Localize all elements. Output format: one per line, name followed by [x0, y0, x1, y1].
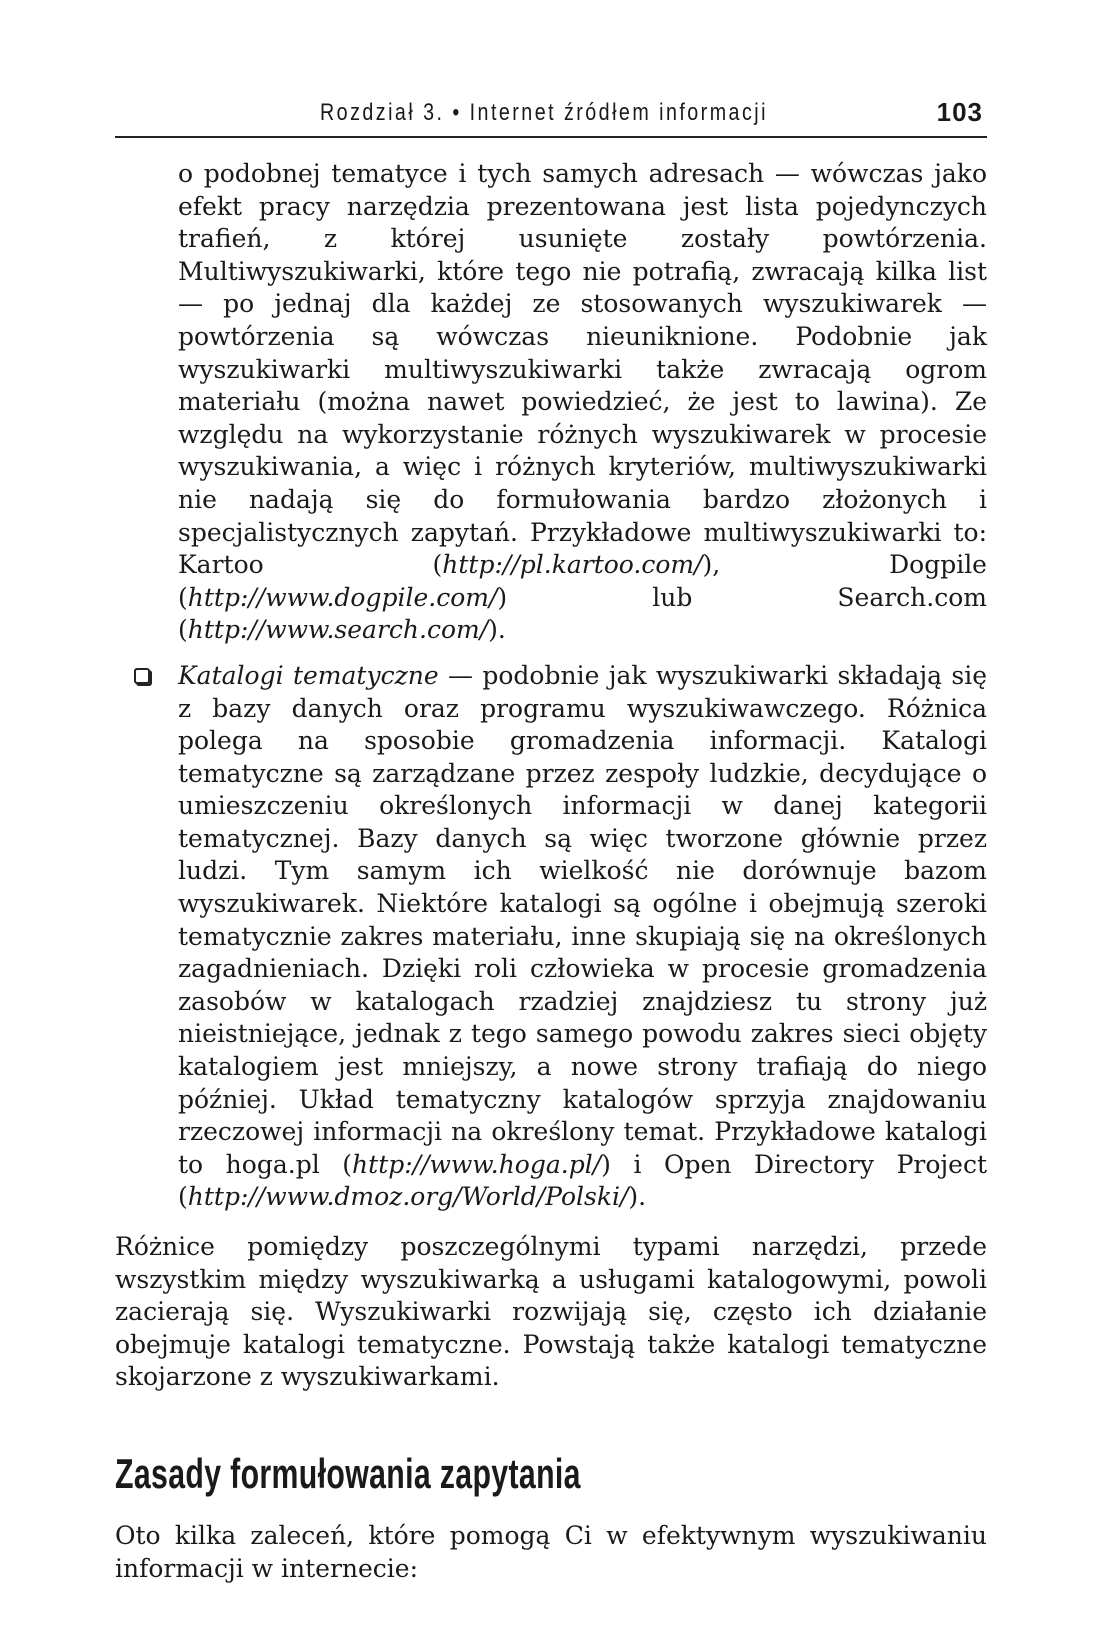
text-span: ).	[488, 615, 506, 645]
body-text	[115, 158, 987, 1585]
page-number: 103	[936, 97, 983, 127]
text-span: ).	[628, 1182, 647, 1212]
text-span: ) lub Search.com (	[178, 582, 987, 645]
link-hoga[interactable]: http://www.hoga.pl/	[352, 1149, 602, 1179]
running-title: Rozdział 3. • Internet źródłem informacji	[320, 99, 768, 126]
link-search-com[interactable]: http://www.search.com/	[187, 615, 489, 645]
paragraph-differences: Różnice pomiędzy poszczególnymi typami narzędzi, przede wszystkim między wyszukiwarką a usługami katalogowymi, powoli zacierają się. Wyszukiwarki rozwijają się, często ich działanie obejmuje katalogi tematyczne. Powstają także katalogi tematyczne skojarzone z wyszukiwarkami.	[115, 1232, 987, 1392]
text-span: — podobnie jak wyszukiwarki składają się z bazy danych oraz programu wyszukiwawczego. Różnica polega na sposobie gromadzenia informacji. Katalogi tematyczne są zarządzane przez zespoły ludzkie, decydujące o umieszczeniu określonych informacji w danej kategorii tematycznej. Bazy danych są więc tworzone głównie przez ludzi. Tym samym ich wielkość nie dorównuje bazom wyszukiwarek. Niektóre katalogi są ogólne i obejmują szeroki tematycznie zakres materiału, inne skupiają się na określonych zagadnieniach. Dzięki roli człowieka w procesie gromadzenia zasobów w katalogach rzadziej znajdziesz tu strony już nieistniejące, jednak z tego samego powodu zakres sieci objęty katalogiem jest mniejszy, a nowe strony trafiają do niego później. Układ tematyczny katalogów sprzyja znajdowaniu rzeczowej informacji na określony temat. Przykładowe katalogi to hoga.pl (	[178, 660, 987, 1179]
checkbox-bullet-icon	[134, 668, 150, 684]
text-span: ), Dogpile (	[178, 550, 987, 612]
link-dogpile[interactable]: http://www.dogpile.com/	[187, 582, 498, 612]
term-catalogs: Katalogi tematyczne	[178, 660, 439, 690]
running-header	[115, 96, 987, 138]
link-dmoz[interactable]: http://www.dmoz.org/World/Polski/	[187, 1182, 629, 1212]
link-kartoo[interactable]: http://pl.kartoo.com/	[442, 550, 703, 580]
paragraph-intro: Oto kilka zaleceń, które pomogą Ci w efektywnym wyszukiwaniu informacji w internecie:	[115, 1520, 987, 1583]
paragraph-catalogs	[178, 660, 987, 1214]
list-item-catalogs	[178, 660, 987, 1214]
paragraph-multisearch-continued	[178, 158, 987, 647]
section-heading: Zasady formułowania zapytania	[115, 1449, 581, 1497]
text-span: ) i Open Directory Project (	[178, 1149, 987, 1212]
text-span: o podobnej tematyce i tych samych adresach — wówczas jako efekt pracy narzędzia prezentowana jest lista pojedynczych trafień, z której usunięte zostały powtórzenia. Multiwyszukiwarki, które tego nie potrafią, zwracają kilka list — po jednaj dla każdej ze stosowanych wyszukiwarek — powtórzenia są wówczas nieuniknione. Podobnie jak wyszukiwarki multiwyszukiwarki także zwracają ogrom materiału (można nawet powiedzieć, że jest to lawina). Ze względu na wykorzystanie różnych wyszukiwarek w procesie wyszukiwania, a więc i różnych kryteriów, multiwyszukiwarki nie nadają się do formułowania bardzo złożonych i specjalistycznych zapytań. Przykładowe multiwyszukiwarki to: Kartoo (	[178, 159, 987, 580]
